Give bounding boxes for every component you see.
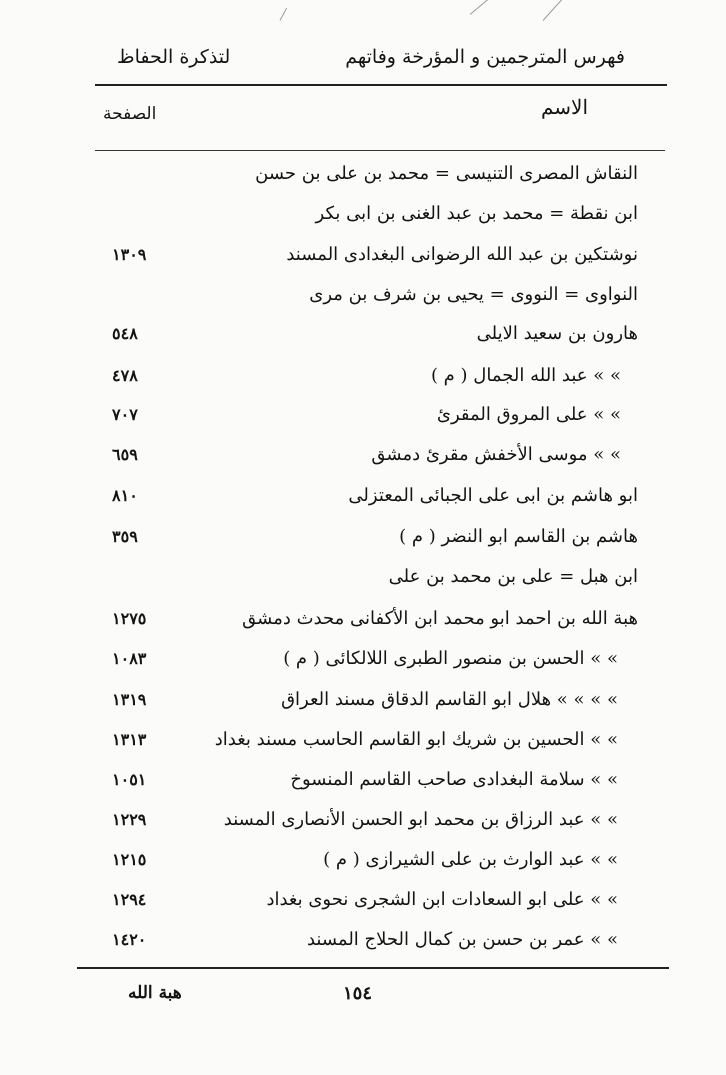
entry-name: » » عبد الرزاق بن محمد ابو الحسن الأنصارى المسند xyxy=(223,809,618,830)
entry-name: ابن نقطة = محمد بن عبد الغنى بن ابى بكر xyxy=(315,203,638,224)
entry-page: ١٣٠٩ xyxy=(112,245,147,264)
index-entry xyxy=(0,477,726,515)
index-entry xyxy=(0,357,726,395)
entry-page: ١٢٩٤ xyxy=(112,890,147,909)
entry-name: » » عبد الله الجمال ( م ) xyxy=(430,365,621,386)
entry-page: ١٤٢٠ xyxy=(112,930,147,949)
entry-name: النواوى = النووى = يحيى بن شرف بن مرى xyxy=(309,284,638,305)
entry-page: ١٠٥١ xyxy=(112,770,147,789)
catchword: هبة الله xyxy=(128,983,182,1003)
entry-page: ١٢٢٩ xyxy=(112,810,147,829)
index-entry xyxy=(0,195,726,233)
entry-name: هاشم بن القاسم ابو النضر ( م ) xyxy=(399,526,638,547)
running-header xyxy=(95,42,665,78)
entry-name: ابن هبل = على بن محمد بن على xyxy=(388,566,638,587)
entry-page: ١٢١٥ xyxy=(112,850,147,869)
entry-name: النقاش المصرى التنيسى = محمد بن على بن حسن xyxy=(255,163,638,184)
entry-name: » » موسى الأخفش مقرئ دمشق xyxy=(371,444,621,465)
entry-page: ٨١٠ xyxy=(112,486,138,505)
entry-name: ابو هاشم بن ابى على الجبائى المعتزلى xyxy=(348,485,638,506)
index-entry xyxy=(0,236,726,274)
entry-name: » » عبد الوارث بن على الشيرازى ( م ) xyxy=(323,849,618,870)
page-number: ١٥٤ xyxy=(343,983,373,1004)
entry-page: ١٣١٣ xyxy=(112,730,147,749)
index-entry xyxy=(0,761,726,799)
index-entry xyxy=(0,396,726,434)
entry-name: » » سلامة البغدادى صاحب القاسم المنسوخ xyxy=(290,769,618,790)
index-entry xyxy=(0,841,726,879)
index-entry xyxy=(0,681,726,719)
entry-page: ١٢٧٥ xyxy=(112,609,147,628)
running-title: فهرس المترجمين و المؤرخة وفاتهم xyxy=(345,46,625,68)
header-rule xyxy=(95,84,667,86)
entry-page: ١٠٨٣ xyxy=(112,649,147,668)
column-heading-page: الصفحة xyxy=(103,104,157,124)
index-entry xyxy=(0,881,726,919)
index-entry xyxy=(0,315,726,353)
entry-name: » » على ابو السعادات ابن الشجرى نحوى بغداد xyxy=(266,889,618,910)
index-entry xyxy=(0,558,726,596)
entry-page: ٧٠٧ xyxy=(112,405,138,424)
entry-name: نوشتكين بن عبد الله الرضوانى البغدادى المسند xyxy=(286,244,638,265)
entry-page: ٦٥٩ xyxy=(112,445,138,464)
index-entry xyxy=(0,276,726,314)
footer-rule xyxy=(77,967,669,969)
index-entry xyxy=(0,600,726,638)
entry-page xyxy=(112,195,172,233)
index-entry xyxy=(0,518,726,556)
column-heading-name: الاسم xyxy=(540,95,588,119)
entry-page xyxy=(112,558,172,596)
index-entry xyxy=(0,721,726,759)
entry-page: ٥٤٨ xyxy=(112,324,138,343)
entry-name: » » عمر بن حسن بن كمال الحلاج المسند xyxy=(306,929,618,950)
scan-mark xyxy=(543,0,566,21)
entry-page xyxy=(112,276,172,314)
scan-mark xyxy=(470,0,491,15)
entry-name: هارون بن سعيد الايلى xyxy=(476,323,638,344)
entry-page: ٤٧٨ xyxy=(112,366,138,385)
entry-name: » » الحسين بن شريك ابو القاسم الحاسب مسند بغداد xyxy=(214,729,618,750)
scan-mark xyxy=(280,8,287,21)
index-entry xyxy=(0,436,726,474)
entry-name: » » على المروق المقرئ xyxy=(436,404,621,425)
index-entry xyxy=(0,801,726,839)
entry-page: ١٣١٩ xyxy=(112,690,147,709)
column-heading-rule xyxy=(95,150,665,151)
entry-name: » » » » هلال ابو القاسم الدقاق مسند العراق xyxy=(281,689,618,710)
entry-name: » » الحسن بن منصور الطبرى اللالكائى ( م ) xyxy=(283,648,618,669)
entry-name: هبة الله بن احمد ابو محمد ابن الأكفانى محدث دمشق xyxy=(242,608,638,629)
entry-page xyxy=(112,155,172,193)
index-entry xyxy=(0,921,726,959)
entry-page: ٣٥٩ xyxy=(112,527,138,546)
index-entry xyxy=(0,155,726,193)
book-title: لتذكرة الحفاظ xyxy=(117,46,231,68)
index-entry xyxy=(0,640,726,678)
